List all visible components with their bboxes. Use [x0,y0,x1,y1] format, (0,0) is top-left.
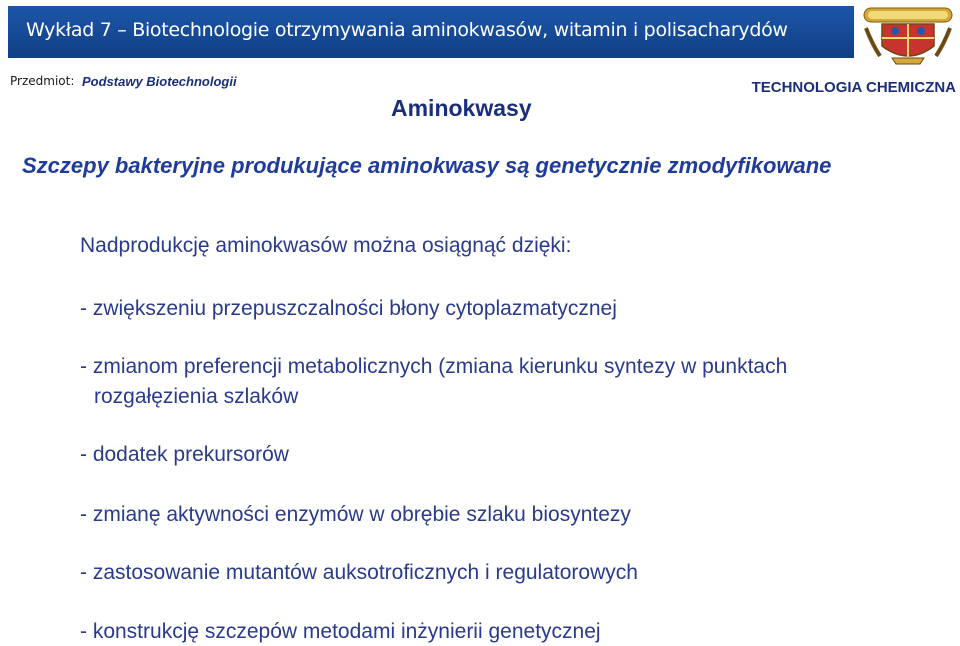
list-item-text: - zmianom preferencji metabolicznych (zmiana kierunku syntezy w punktach [80,355,788,378]
list-item-text: - dodatek prekursorów [80,443,289,466]
list-item-text: - zmianę aktywności enzymów w obrębie szlaku biosyntezy [80,503,631,526]
list-item-text: - konstrukcję szczepów metodami inżynierii genetycznej [80,620,601,643]
slide-title: Aminokwasy [391,95,532,121]
list-item [80,500,631,530]
intro-text: Nadprodukcję aminokwasów można osiągnąć dzięki: [80,234,572,257]
list-item-continuation: rozgałęzienia szlaków [94,385,299,408]
list-item [80,440,289,470]
university-crest-icon [862,6,954,66]
list-item [80,294,617,324]
subject-value: Podstawy Biotechnologii [82,74,237,89]
slide-heading: Szczepy bakteryjne produkujące aminokwasy są genetycznie zmodyfikowane [22,153,832,178]
list-item [80,558,638,588]
list-item-text: - zastosowanie mutantów auksotroficznych i regulatorowych [80,561,638,584]
list-item-text: - zwiększeniu przepuszczalności błony cytoplazmatycznej [80,297,617,320]
list-item [80,617,601,646]
title-bar [8,6,854,58]
list-item [80,352,787,412]
department-name: TECHNOLOGIA CHEMICZNA [751,79,956,96]
lecture-title: Wykład 7 – Biotechnologie otrzymywania aminokwasów, witamin i polisacharydów [26,19,788,41]
subject-label: Przedmiot: [10,74,75,88]
